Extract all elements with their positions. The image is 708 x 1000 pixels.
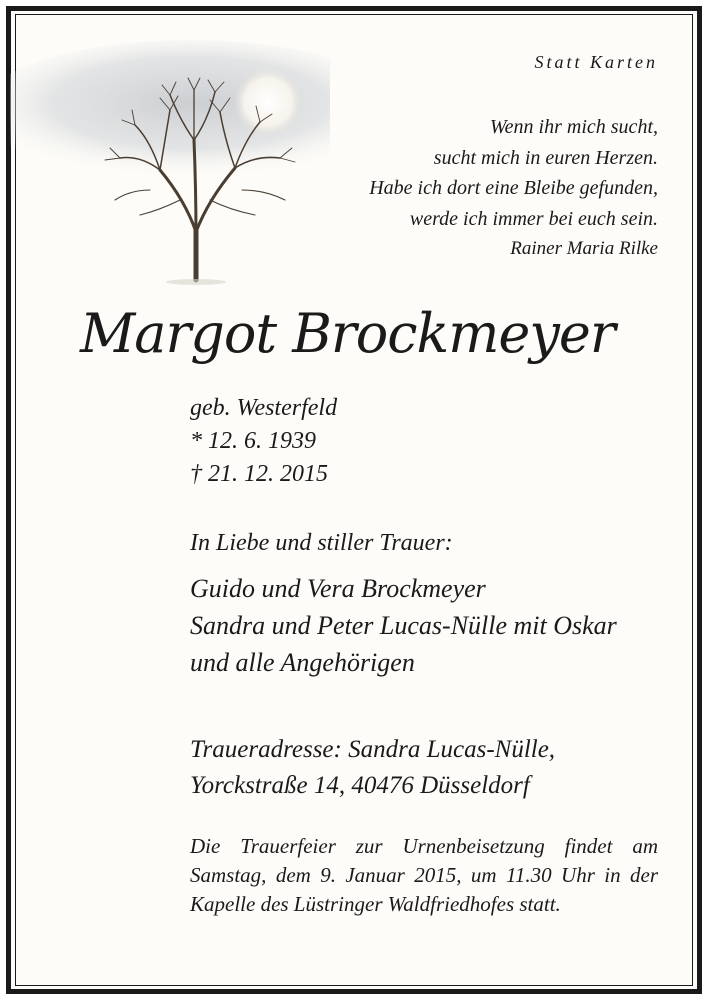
mourner-line: und alle Angehörigen bbox=[190, 648, 415, 677]
mourner-line: Sandra und Peter Lucas-Nülle mit Oskar bbox=[190, 611, 617, 640]
birth-name: geb. Westerfeld bbox=[190, 395, 338, 421]
death-date: † 21. 12. 2015 bbox=[190, 461, 328, 487]
mourners-intro: In Liebe und stiller Trauer: bbox=[190, 530, 453, 556]
statt-karten-label: Statt Karten bbox=[534, 52, 658, 72]
birth-date: * 12. 6. 1939 bbox=[190, 428, 316, 454]
poem-line: Habe ich dort eine Bleibe gefunden, bbox=[369, 177, 658, 199]
deceased-details bbox=[190, 392, 337, 491]
service-notice: Die Trauerfeier zur Urnenbeisetzung findet am Samstag, dem 9. Januar 2015, um 11.30 Uhr in der Kapelle des Lüstringer Waldfriedhofes statt. bbox=[190, 834, 658, 916]
poem-line: Wenn ihr mich sucht, bbox=[489, 116, 658, 138]
poem bbox=[298, 112, 658, 234]
mourners-list bbox=[190, 570, 617, 681]
poem-line: sucht mich in euren Herzen. bbox=[433, 146, 658, 169]
address-line: Yorckstraße 14, 40476 Düsseldorf bbox=[190, 772, 530, 799]
tree-moon-image bbox=[10, 40, 330, 290]
address-line: Traueradresse: Sandra Lucas-Nülle, bbox=[190, 736, 556, 763]
mourner-line: Guido und Vera Brockmeyer bbox=[190, 574, 486, 603]
poem-line: werde ich immer bei euch sein. bbox=[409, 207, 658, 230]
deceased-name: Margot Brockmeyer bbox=[80, 302, 615, 365]
mourning-address bbox=[190, 732, 555, 804]
poem-author: Rainer Maria Rilke bbox=[510, 238, 658, 259]
